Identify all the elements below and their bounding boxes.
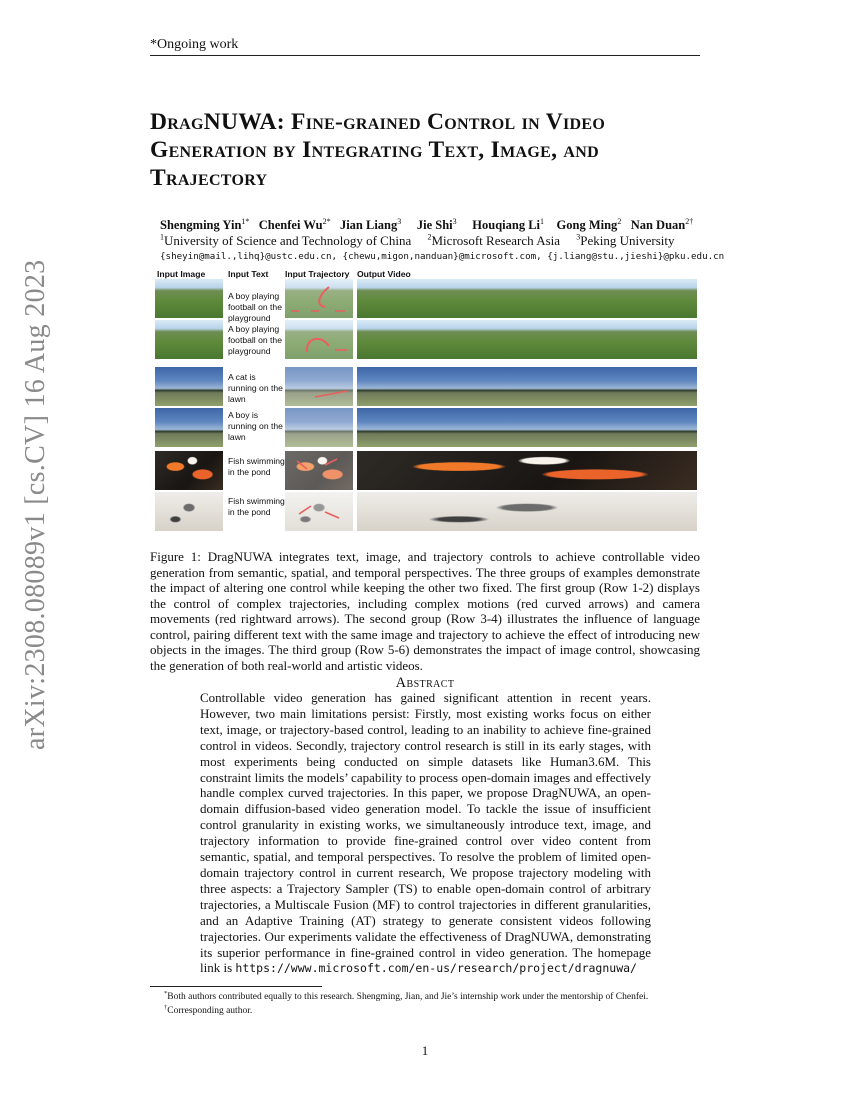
footnote-corresponding-author: †Corresponding author.: [164, 1004, 253, 1017]
footnote-rule: [150, 986, 322, 987]
page-number: 1: [421, 1043, 429, 1058]
input-image-row-3: [155, 367, 223, 406]
affiliation: $^2$Microsoft Research Asia: [427, 233, 561, 249]
input-text-row-3: A cat is running on the lawn: [228, 372, 283, 404]
arxiv-identifier: arXiv:2308.08089v1 [cs.CV] 16 Aug 2023: [20, 259, 51, 750]
trajectory-arrows-icon: [285, 451, 353, 490]
input-image-row-2: [155, 320, 223, 359]
output-video-row-5: [357, 451, 697, 490]
affiliation-list: [160, 233, 675, 249]
abstract-heading: Abstract: [395, 675, 455, 691]
author-emails: {sheyin@mail.,lihq}@ustc.edu.cn, {chewu,migon,nanduan}@microsoft.com, {j.liang@stu.,jieshi}@pku.edu.cn: [160, 251, 725, 262]
input-image-row-5: [155, 451, 223, 490]
trajectory-arrows-icon: [285, 320, 353, 359]
input-trajectory-row-3: [285, 367, 353, 406]
input-trajectory-row-2: [285, 320, 353, 359]
output-video-row-3: [357, 367, 697, 406]
input-text-row-2: A boy playing football on the playground: [228, 324, 282, 356]
header-rule: [150, 55, 700, 56]
affiliation: $^1$University of Science and Technology of China: [160, 233, 412, 249]
input-text-row-4: A boy is running on the lawn: [228, 410, 283, 442]
input-trajectory-row-5: [285, 451, 353, 490]
input-trajectory-row-1: [285, 279, 353, 318]
abstract-body: Controllable video generation has gained significant attention in recent years. However, two main limitations persist: Firstly, most existing works focus on either text, image, or trajectory-based control, leading to an inability to achieve fine-grained control in videos. Secondly, trajectory control research is still in its early stages, with most experiments being conducted on simple datasets like Human3.6M. This constraint limits the models’ capability to process open-domain images and effectively handle complex curved trajectories. In this paper, we propose DragNUWA, an open-domain diffusion-based video generation model. To tackle the issue of insufficient control granularity in existing works, we simultaneously introduce text, image, and trajectory information to provide fine-grained control over video content from semantic, spatial, and temporal perspectives. To resolve the problem of limited open-domain trajectory control in current research, We propose trajectory modeling with three aspects: a Trajectory Sampler (TS) to enable open-domain control of arbitrary trajectories, a Multiscale Fusion (MF) to control trajectories in different granularities, and an Adaptive Training (AT) strategy to generate consistent videos following trajectories. Our experiments validate the effectiveness of DragNUWA, demonstrating its superior performance in fine-grained control in video generation. The homepage link is https://www.microsoft.com/en-us/research/project/dragnuwa/: [200, 690, 651, 976]
output-video-row-2: [357, 320, 697, 359]
author: Jian Liang$^3$: [339, 217, 402, 233]
paper-title: DragNUWA: Fine-grained Control in Video Generation by Integrating Text, Image, and Trajectory: [150, 109, 606, 191]
column-header-input-image: Input Image: [157, 269, 206, 279]
column-header-input-text: Input Text: [228, 269, 269, 279]
running-header: *Ongoing work: [150, 37, 239, 52]
author: Jie Shi$^3$: [416, 217, 457, 233]
input-text-row-6: Fish swimming in the pond: [228, 496, 285, 517]
author: Shengming Yin$^{1*}$: [160, 217, 250, 233]
input-text-row-1: A boy playing football on the playground: [228, 291, 282, 323]
column-header-input-trajectory: Input Trajectory: [285, 269, 350, 279]
input-image-row-6: [155, 492, 223, 531]
author: Gong Ming$^2$: [556, 217, 622, 233]
input-image-row-1: [155, 279, 223, 318]
homepage-link[interactable]: https://www.microsoft.com/en-us/research/project/dragnuwa/: [235, 961, 637, 976]
trajectory-arrow-icon: [285, 367, 353, 406]
author: Chenfei $Wu^{2*}$: [258, 217, 331, 233]
author: Nan Duan$^{2\dagger}$: [630, 217, 694, 233]
footnote-equal-contribution: *Both authors contributed equally to this research. Shengming, Jian, and Jie’s internship work under the mentorship of Chenfei.: [164, 990, 649, 1003]
input-trajectory-row-6: [285, 492, 353, 531]
author: Houqiang Li$^1$: [472, 217, 545, 233]
figure-caption: Figure 1: DragNUWA integrates text, image, and trajectory controls to achieve controllable video generation from semantic, spatial, and temporal perspectives. The three groups of examples demonstrate the impact of altering one control while keeping the other two fixed. The first group (Row 1-2) displays the control of complex trajectories, including complex motions (red curved arrows) and camera movements (red rightward arrows). The second group (Row 3-4) illustrates the influence of language control, pairing different text with the same image and trajectory to achieve the effect of introducing new objects in the images. The third group (Row 5-6) demonstrates the impact of image control, showcasing the generation of both real-world and artistic videos.: [150, 549, 700, 673]
trajectory-arrows-icon: [285, 492, 353, 531]
input-image-row-4: [155, 408, 223, 447]
input-trajectory-row-4: [285, 408, 353, 447]
output-video-row-6: [357, 492, 697, 531]
input-text-row-5: Fish swimming in the pond: [228, 456, 285, 477]
output-video-row-4: [357, 408, 697, 447]
output-video-row-1: [357, 279, 697, 318]
author-list: [160, 217, 693, 233]
column-header-output-video: Output Video: [357, 269, 411, 279]
trajectory-arrows-icon: [285, 279, 353, 318]
affiliation: $^3$Peking University: [576, 233, 675, 249]
